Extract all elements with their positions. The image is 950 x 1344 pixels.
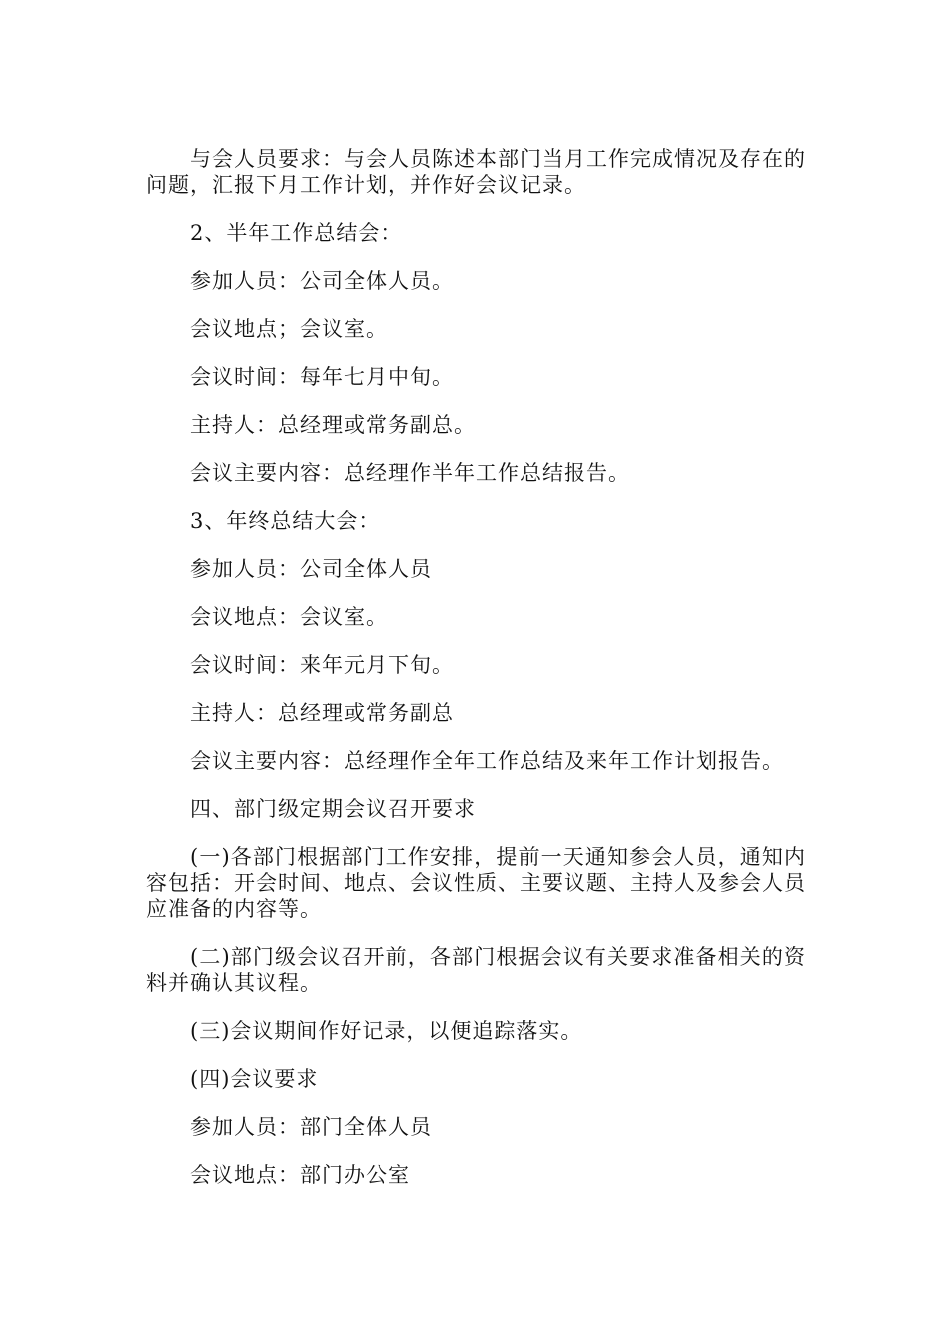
paragraph-participants: 参加人员：公司全体人员 [190,557,432,581]
paragraph-location: 会议地点：会议室。 [190,605,388,629]
paragraph-item-3: (三)会议期间作好记录，以便追踪落实。 [190,1019,583,1043]
document-page [146,146,806,1210]
paragraph-item-1: (一)各部门根据部门工作安排，提前一天通知参会人员，通知内容包括：开会时间、地点、会议性质、主要议题、主持人及参会人员应准备的内容等。 [146,845,806,921]
paragraph-content: 会议主要内容：总经理作半年工作总结报告。 [190,461,630,485]
heading-department-meetings: 四、部门级定期会议召开要求 [190,797,476,821]
paragraph-item-2: (二)部门级会议召开前，各部门根据会议有关要求准备相关的资料并确认其议程。 [146,945,806,995]
paragraph-host: 主持人：总经理或常务副总 [190,701,454,725]
paragraph-content: 会议主要内容：总经理作全年工作总结及来年工作计划报告。 [190,749,784,773]
paragraph-host: 主持人：总经理或常务副总。 [190,413,476,437]
paragraph-item-4: (四)会议要求 [190,1067,319,1091]
heading-half-year-meeting: 2、半年工作总结会： [190,221,403,245]
paragraph-time: 会议时间：来年元月下旬。 [190,653,454,677]
paragraph-participants: 参加人员：部门全体人员 [190,1115,432,1139]
paragraph-time: 会议时间：每年七月中旬。 [190,365,454,389]
heading-year-end-meeting: 3、年终总结大会： [190,509,381,533]
paragraph-location: 会议地点：部门办公室 [190,1163,410,1187]
paragraph-participants: 参加人员：公司全体人员。 [190,269,454,293]
paragraph-attendee-requirements: 与会人员要求：与会人员陈述本部门当月工作完成情况及存在的问题，汇报下月工作计划，并作好会议记录。 [146,147,806,197]
paragraph-location: 会议地点；会议室。 [190,317,388,341]
